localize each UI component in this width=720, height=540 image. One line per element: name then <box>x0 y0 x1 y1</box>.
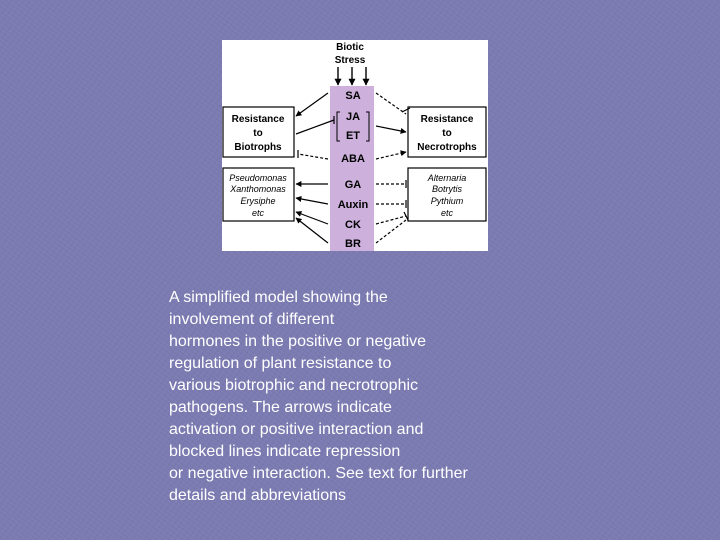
hormone-et: ET <box>345 130 361 142</box>
ja-to-biotroph-block <box>296 120 334 134</box>
caption-line: activation or positive interaction and <box>169 421 424 438</box>
br-to-necrotroph-block <box>376 220 406 243</box>
biotic-label-line2: Stress <box>334 55 366 66</box>
hormone-diagram-svg <box>222 40 488 251</box>
caption-line: A simplified model showing the <box>169 289 388 306</box>
sa-to-biotroph-arrow <box>296 93 328 116</box>
right-box-line3: Necrotrophs <box>417 142 477 153</box>
right-box-line2: to <box>442 128 452 139</box>
caption-line: hormones in the positive or negative <box>169 333 427 350</box>
ja-et-to-necrotroph-arrow <box>376 126 406 132</box>
right-box-line1: Resistance <box>420 114 474 125</box>
hormone-diagram <box>222 40 488 251</box>
left-box-line1: Resistance <box>231 114 285 125</box>
caption-line: details and abbreviations <box>169 487 347 504</box>
hormone-ck: CK <box>345 219 361 231</box>
hormone-aba: ABA <box>341 153 365 165</box>
caption-line: involvement of different <box>169 311 335 328</box>
hormone-br: BR <box>345 238 361 250</box>
figure-caption <box>169 287 529 507</box>
auxin-to-biotroph-arrow <box>296 198 328 204</box>
hormone-ga: GA <box>344 179 362 191</box>
biotic-label-line1: Biotic <box>336 42 364 53</box>
caption-line: pathogens. The arrows indicate <box>169 399 392 416</box>
aba-to-biotroph-block <box>298 154 328 159</box>
caption-line: various biotrophic and necrotrophic <box>169 377 419 394</box>
right-pathogen-3: Pythium <box>430 196 464 206</box>
sa-to-necrotroph-block <box>376 93 406 114</box>
hormone-ja: JA <box>345 111 361 123</box>
right-pathogen-4: etc <box>440 208 454 218</box>
left-box-line2: to <box>253 128 263 139</box>
hormone-auxin: Auxin <box>337 199 369 211</box>
left-pathogen-2: Xanthomonas <box>230 184 286 194</box>
left-box-line3: Biotrophs <box>234 142 282 153</box>
hormone-sa: SA <box>345 90 361 102</box>
left-pathogen-1: Pseudomonas <box>229 173 287 183</box>
caption-line: or negative interaction. See text for further <box>169 465 468 482</box>
aba-to-necrotroph-arrow <box>376 152 406 159</box>
ck-block-bar <box>404 212 408 220</box>
caption-line: regulation of plant resistance to <box>169 355 392 372</box>
caption-line: blocked lines indicate repression <box>169 443 401 460</box>
right-pathogen-1: Alternaria <box>427 173 467 183</box>
left-pathogen-3: Erysiphe <box>240 196 276 206</box>
left-pathogen-4: etc <box>251 208 265 218</box>
right-pathogen-2: Botrytis <box>431 184 463 194</box>
